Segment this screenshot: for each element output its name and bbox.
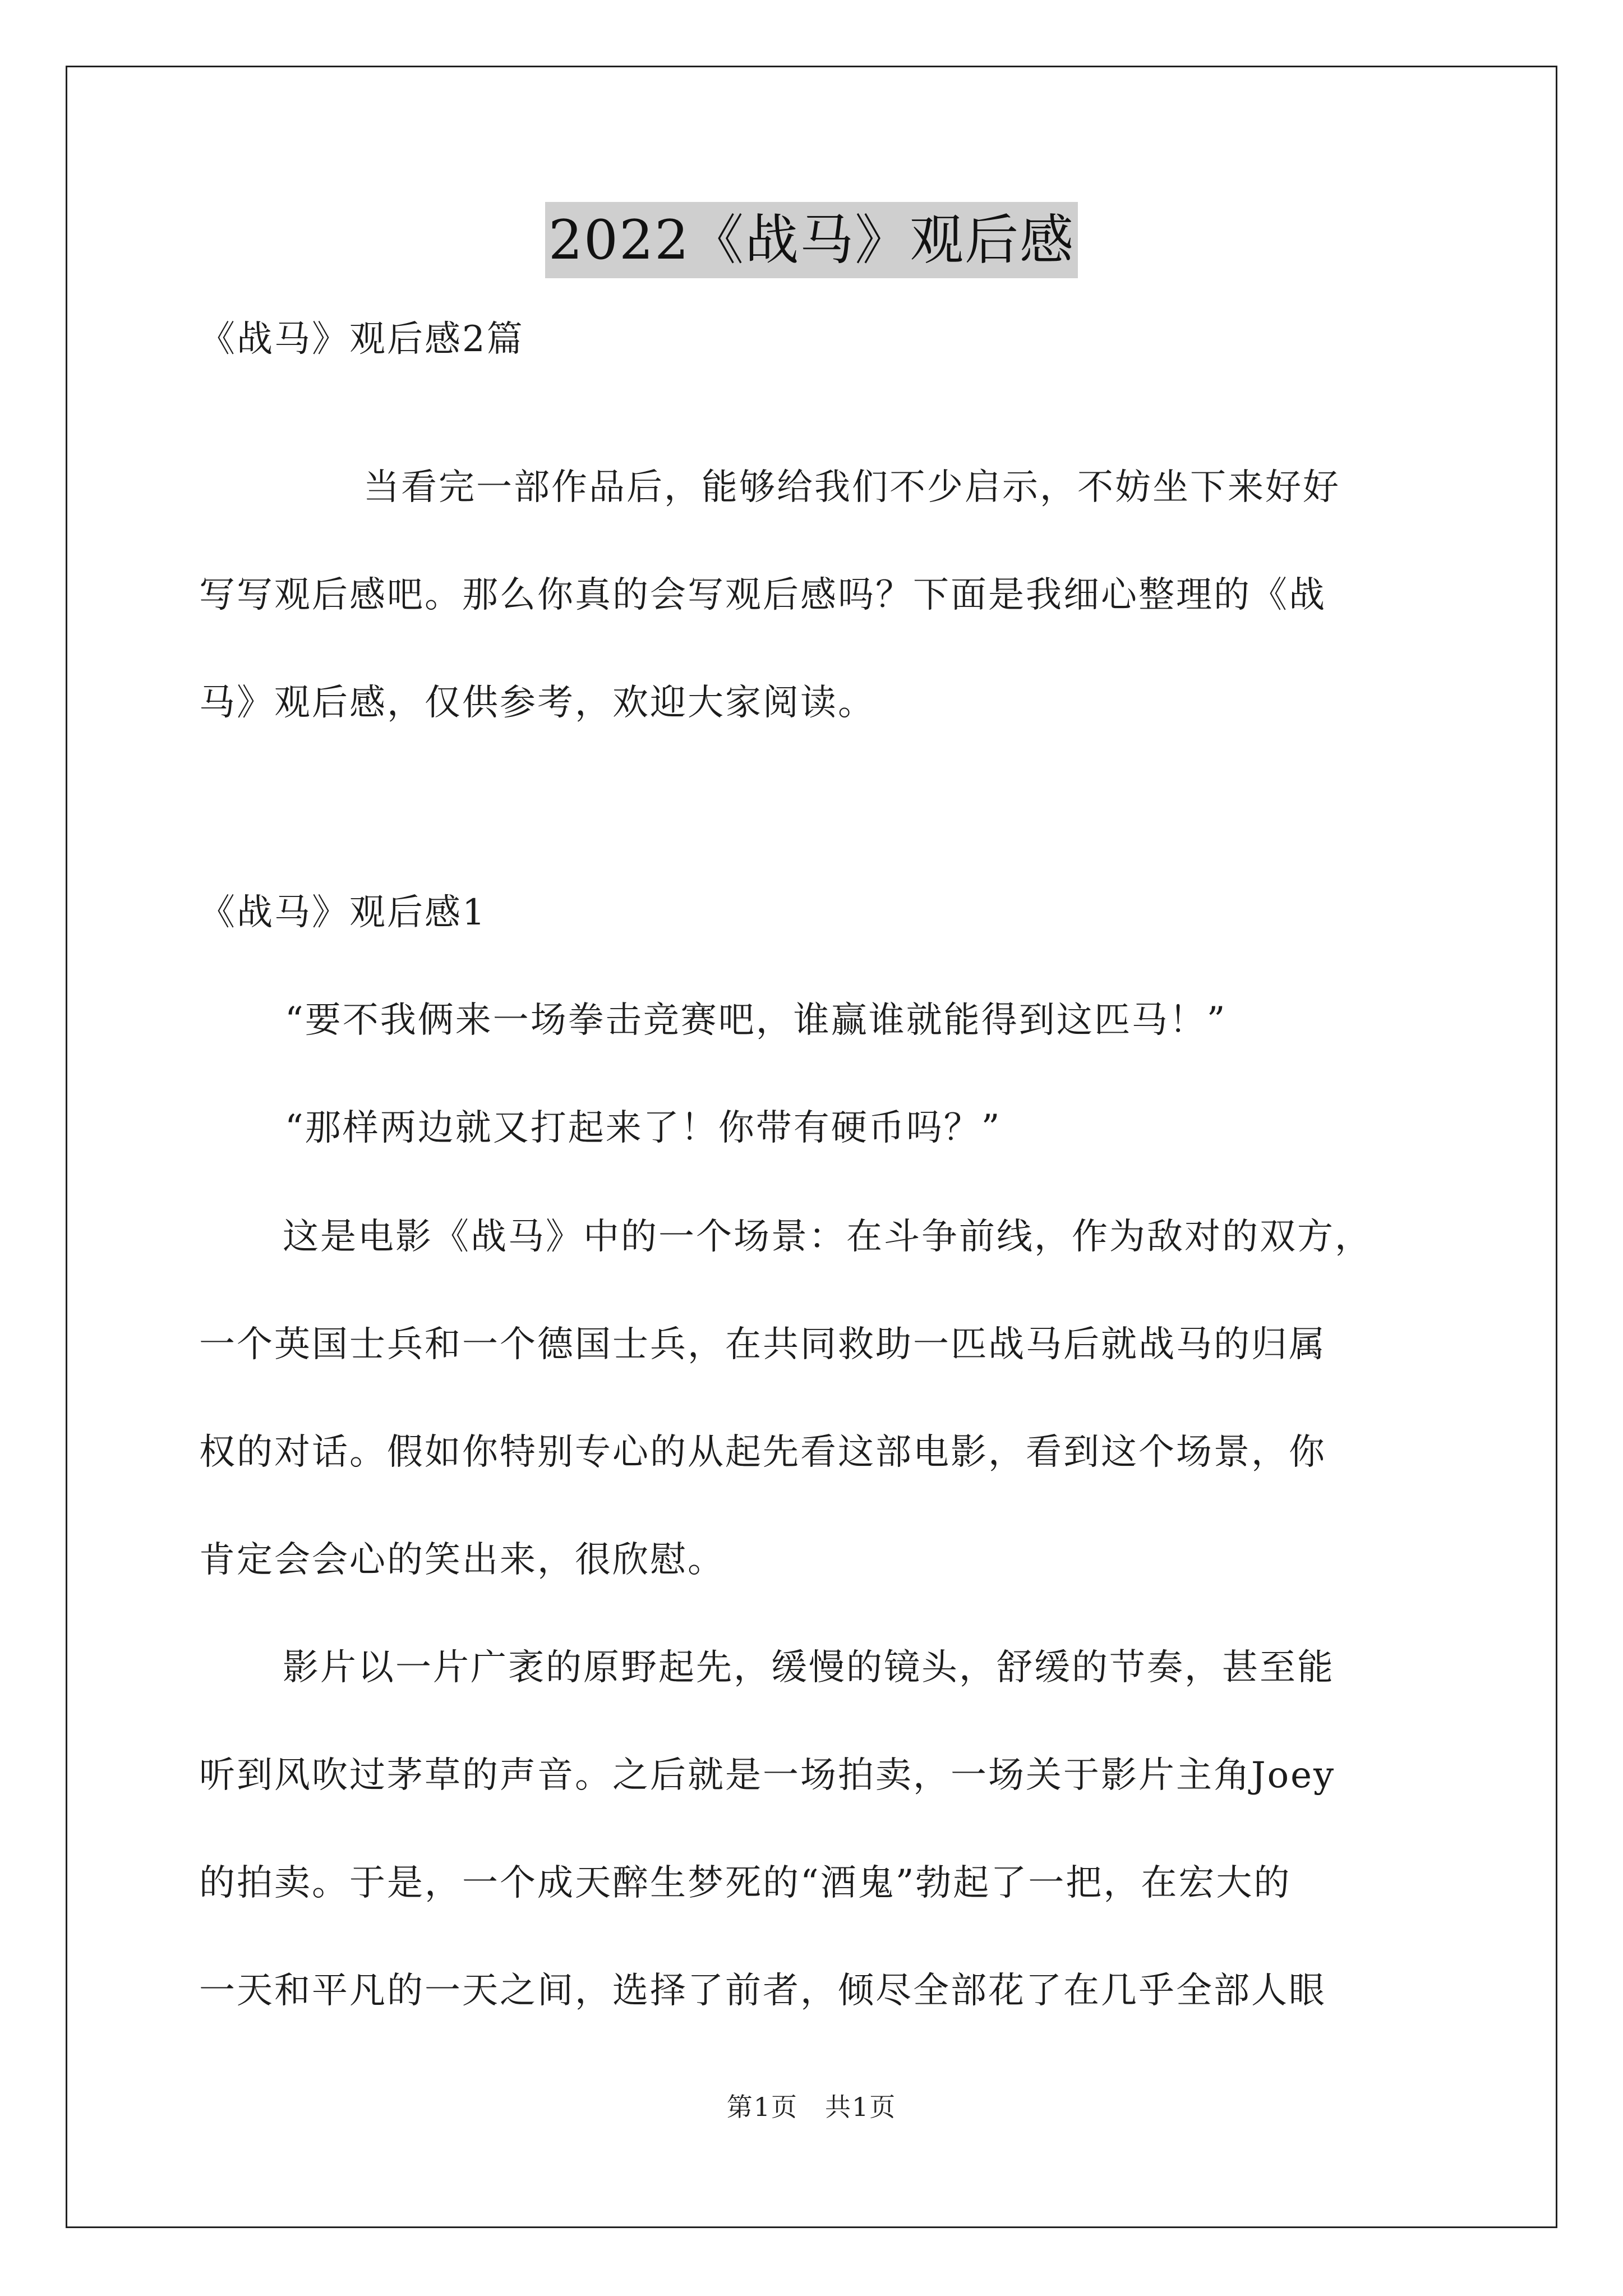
title-container bbox=[0, 202, 1623, 278]
paragraph-line: 权的对话。假如你特别专心的从起先看这部电影，看到这个场景，你 bbox=[199, 1432, 1326, 1473]
page-number-footer: 第1页 共1页 bbox=[726, 2092, 897, 2122]
document-title: 2022《战马》观后感 bbox=[545, 202, 1078, 278]
dialogue-line: “要不我俩来一场拳击竞赛吧，谁赢谁就能得到这匹马！” bbox=[285, 1000, 1227, 1041]
dialogue-line: “那样两边就又打起来了！你带有硬币吗？” bbox=[285, 1107, 1002, 1149]
intro-line: 当看完一部作品后，能够给我们不少启示，不妨坐下来好好 bbox=[363, 467, 1340, 508]
paragraph-line: 影片以一片广袤的原野起先，缓慢的镜头，舒缓的节奏，甚至能 bbox=[283, 1647, 1335, 1688]
paragraph-line: 一天和平凡的一天之间，选择了前者，倾尽全部花了在几乎全部人眼 bbox=[199, 1970, 1326, 2012]
paragraph-line: 肯定会会心的笑出来，很欣慰。 bbox=[199, 1539, 725, 1581]
section-heading: 《战马》观后感1 bbox=[199, 892, 487, 933]
paragraph-line: 这是电影《战马》中的一个场景：在斗争前线，作为敌对的双方， bbox=[283, 1216, 1372, 1258]
document-subtitle: 《战马》观后感2篇 bbox=[199, 319, 524, 360]
intro-line: 写写观后感吧。那么你真的会写观后感吗？下面是我细心整理的《战 bbox=[199, 574, 1326, 616]
paragraph-line: 听到风吹过茅草的声音。之后就是一场拍卖，一场关于影片主角Joey bbox=[199, 1755, 1336, 1796]
paragraph-line: 的拍卖。于是，一个成天醉生梦死的“酒鬼”勃起了一把，在宏大的 bbox=[199, 1862, 1292, 1904]
intro-line: 马》观后感，仅供参考，欢迎大家阅读。 bbox=[199, 682, 875, 724]
paragraph-line: 一个英国士兵和一个德国士兵，在共同救助一匹战马后就战马的归属 bbox=[199, 1324, 1326, 1365]
